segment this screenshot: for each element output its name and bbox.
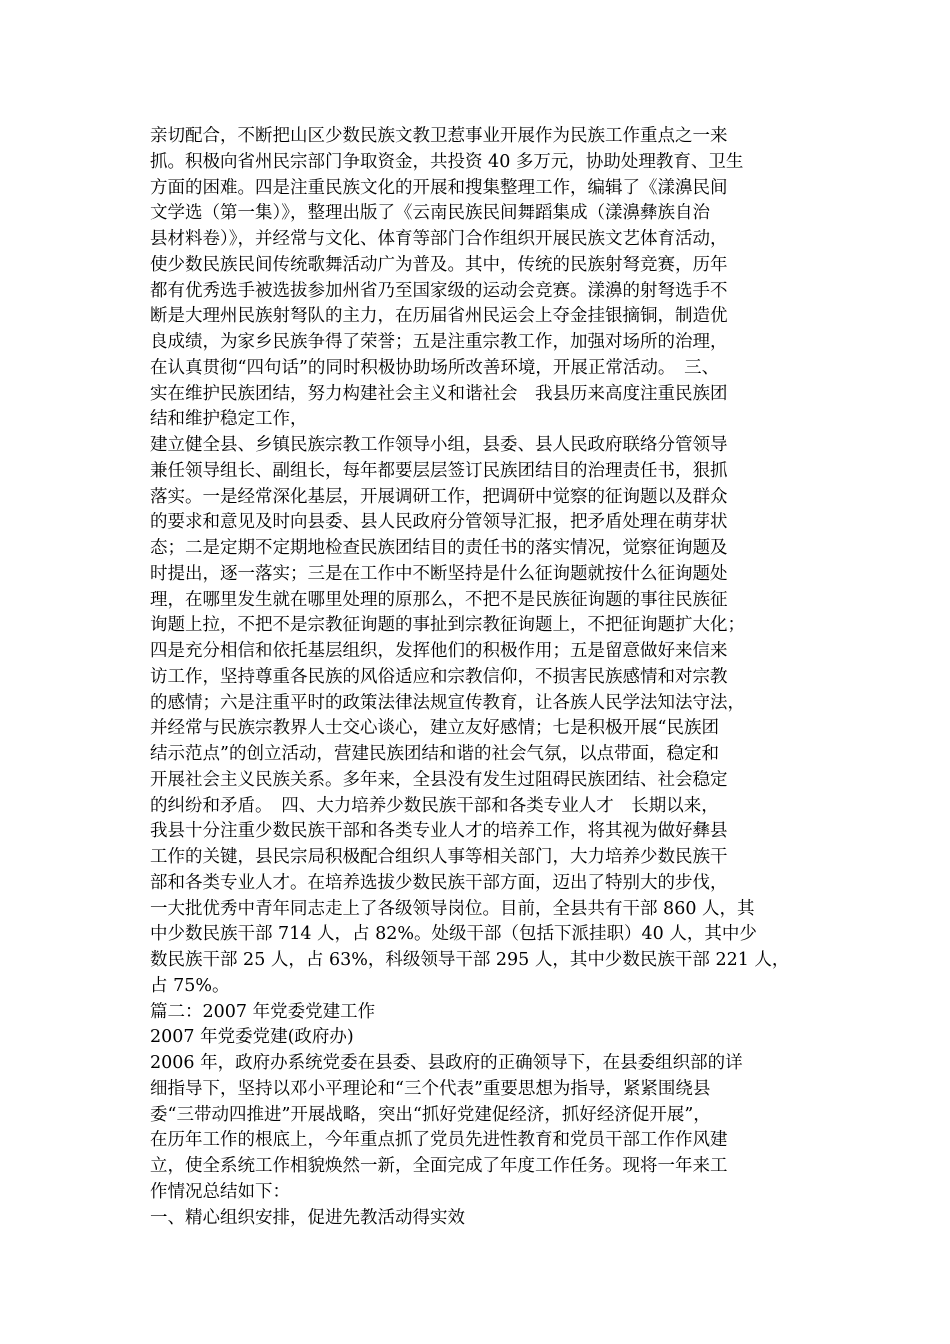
text-line: 的纠纷和矛盾。 四、大力培养少数民族干部和各类专业人才 长期以来，	[150, 795, 719, 816]
text-line: 的要求和意见及时向县委、县人民政府分管领导汇报，把矛盾处理在萌芽状	[150, 512, 728, 533]
text-line: 态；二是定期不定期地检查民族团结目的责任书的落实情况，觉察征询题及	[150, 538, 728, 558]
text-line: 在历年工作的根底上，今年重点抓了党员先进性教育和党员干部工作作风建	[150, 1130, 728, 1151]
text-line: 实在维护民族团结，努力构建社会主义和谐社会 我县历来高度注重民族团	[150, 383, 728, 404]
text-line: 理，在哪里发生就在哪里处理的原那么，不把不是民族征询题的事往民族征	[150, 589, 728, 610]
text-line: 结示范点”的创立活动，营建民族团结和谐的社会气氛，以点带面，稳定和	[150, 744, 719, 764]
text-line: 询题上拉，不把不是宗教征询题的事扯到宗教征询题上，不把征询题扩大化；	[150, 615, 745, 636]
text-line: 委“三带动四推进”开展战略，突出“抓好党建促经济，抓好经济促开展”，	[150, 1104, 711, 1125]
text-line: 立，使全系统工作相貌焕然一新，全面完成了年度工作任务。现将一年来工	[150, 1156, 728, 1176]
text-line: 建立健全县、乡镇民族宗教工作领导小组，县委、县人民政府联络分管领导	[150, 435, 728, 455]
text-line: 四是充分相信和依托基层组织，发挥他们的积极作用；五是留意做好来信来	[150, 641, 728, 661]
text-line: 2006 年，政府办系统党委在县委、县政府的正确领导下，在县委组织部的详	[150, 1053, 743, 1073]
section-subheading: 2007 年党委党建(政府办)	[150, 1027, 354, 1048]
text-line: 使少数民族民间传统歌舞活动广为普及。其中，传统的民族射弩竞赛，历年	[150, 254, 728, 275]
text-line: 我县十分注重少数民族干部和各类专业人才的培养工作，将其视为做好彝县	[150, 821, 728, 842]
text-line: 方面的困难。四是注重民族文化的开展和搜集整理工作，编辑了《漾濞民间	[150, 177, 728, 198]
text-line: 占 75%。	[150, 975, 230, 996]
text-line: 访工作，坚持尊重各民族的风俗适应和宗教信仰，不损害民族感情和对宗教	[150, 666, 728, 687]
text-line: 作情况总结如下：	[150, 1181, 290, 1202]
text-line: 断是大理州民族射弩队的主力，在历届省州民运会上夺金挂银摘铜，制造优	[150, 306, 728, 327]
text-line: 县材料卷）》，并经常与文化、体育等部门合作组织开展民族文艺体育活动，	[150, 229, 728, 249]
section-heading: 篇二：2007 年党委党建工作	[150, 1001, 376, 1022]
text-line: 一大批优秀中青年同志走上了各级领导岗位。目前，全县共有干部 860 人，其	[150, 898, 755, 919]
text-line: 的感情；六是注重平时的政策法律法规宣传教育，让各族人民学法知法守法，	[150, 692, 745, 713]
text-line: 工作的关键，县民宗局积极配合组织人事等相关部门，大力培养少数民族干	[150, 847, 728, 867]
text-line: 抓。积极向省州民宗部门争取资金，共投资 40 多万元，协助处理教育、卫生	[150, 151, 744, 172]
text-line: 开展社会主义民族关系。多年来，全县没有发生过阻碍民族团结、社会稳定	[150, 769, 728, 790]
text-line: 在认真贯彻“四句话”的同时积极协助场所改善环境，开展正常活动。 三、	[150, 357, 720, 378]
section-heading: 一、精心组织安排，促进先教活动得实效	[150, 1207, 465, 1228]
text-line: 落实。一是经常深化基层，开展调研工作，把调研中觉察的征询题以及群众	[150, 486, 728, 507]
text-line: 并经常与民族宗教界人士交心谈心，建立友好感情；七是积极开展“民族团	[150, 718, 719, 739]
text-line: 亲切配合，不断把山区少数民族文教卫惹事业开展作为民族工作重点之一来	[150, 126, 728, 146]
text-line: 细指导下，坚持以邓小平理论和“三个代表”重要思想为指导，紧紧围绕县	[150, 1078, 711, 1099]
text-line: 都有优秀选手被选拔参加州省乃至国家级的运动会竞赛。漾濞的射弩选手不	[150, 280, 728, 301]
text-line: 结和维护稳定工作，	[150, 409, 308, 430]
text-line: 部和各类专业人才。在培养选拔少数民族干部方面，迈出了特别大的步伐，	[150, 872, 728, 893]
text-line: 数民族干部 25 人，占 63%，科级领导干部 295 人，其中少数民族干部 221 人，	[150, 950, 790, 970]
text-line: 兼任领导组长、副组长，每年都要层层签订民族团结目的治理责任书，狠抓	[150, 460, 728, 481]
document-body	[150, 124, 805, 1231]
text-line: 中少数民族干部 714 人，占 82%。处级干部（包括下派挂职）40 人，其中少	[150, 924, 757, 945]
text-line: 时提出，逐一落实；三是在工作中不断坚持是什么征询题就按什么征询题处	[150, 563, 728, 584]
text-line: 良成绩，为家乡民族争得了荣誉；五是注重宗教工作，加强对场所的治理，	[150, 332, 728, 352]
text-line: 文学选（第一集）》，整理出版了《云南民族民间舞蹈集成（漾濞彝族自治	[150, 203, 710, 224]
